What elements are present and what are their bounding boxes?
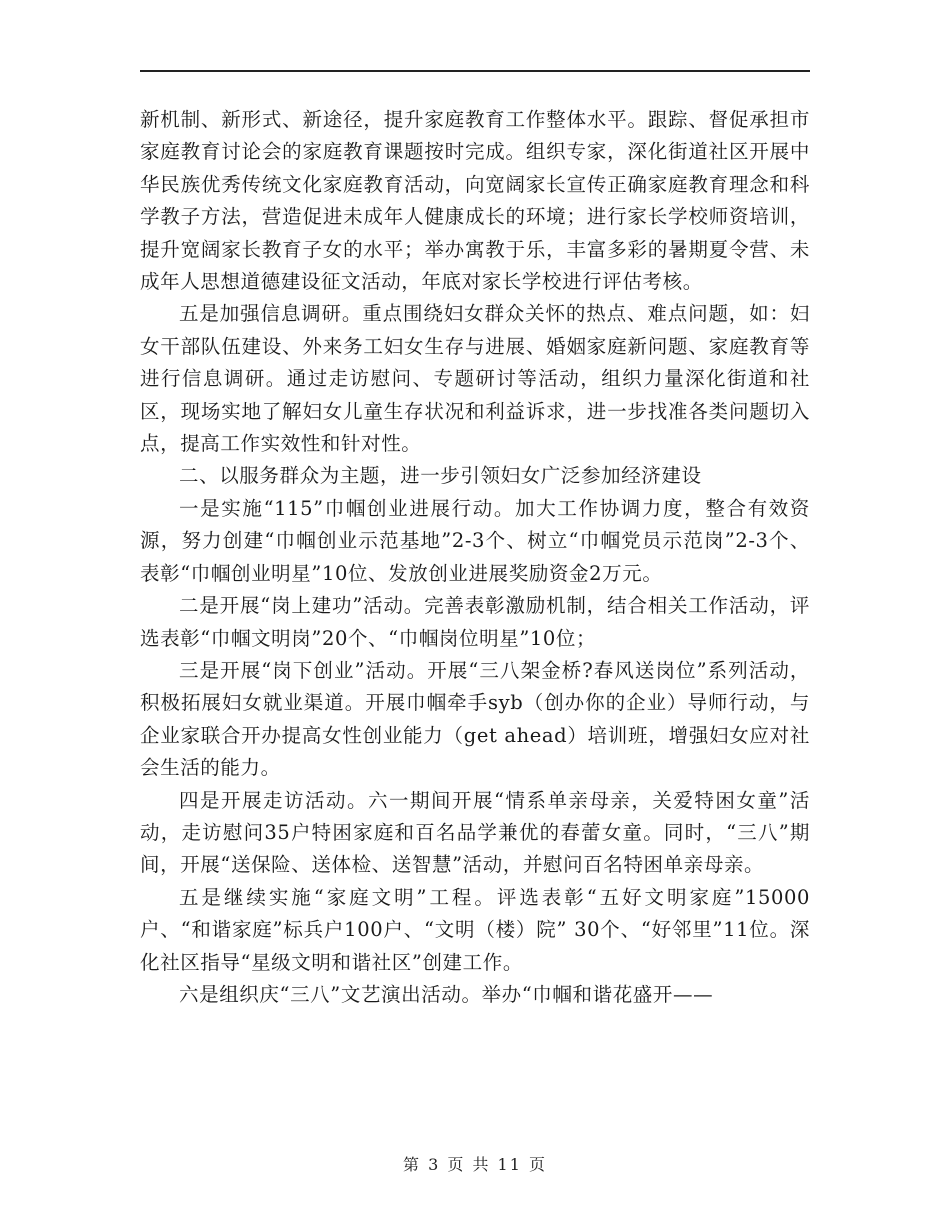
paragraph-6: 三是开展“岗下创业”活动。开展“三八架金桥?春风送岗位”系列活动，积极拓展妇女就业渠道。开展巾帼牵手syb（创办你的企业）导师行动，与企业家联合开办提高女性创业能力（get ahead）培训班，增强妇女应对社会生活的能力。 xyxy=(140,658,811,780)
paragraph-1: 新机制、新形式、新途径，提升家庭教育工作整体水平。跟踪、督促承担市家庭教育讨论会的家庭教育课题按时完成。组织专家，深化街道社区开展中华民族优秀传统文化家庭教育活动，向宽阔家长宣传正确家庭教育理念和科学教子方法，营造促进未成年人健康成长的环境；进行家长学校师资培训，提升宽阔家长教育子女的水平；举办寓教于乐，丰富多彩的暑期夏令营、未成年人思想道德建设征文活动，年底对家长学校进行评估考核。 xyxy=(140,108,810,294)
paragraph-9: 六是组织庆“三八”文艺演出活动。举办“巾帼和谐花盛开—— xyxy=(179,982,714,1006)
paragraph-2: 五是加强信息调研。重点围绕妇女群众关怀的热点、难点问题，如：妇女干部队伍建设、外来务工妇女生存与进展、婚姻家庭新问题、家庭教育等进行信息调研。通过走访慰问、专题研讨等活动，组织力量深化街道和社区，现场实地了解妇女儿童生存状况和利益诉求，进一步找准各类问题切入点，提高工作实效性和针对性。 xyxy=(140,302,810,456)
paragraph-7: 四是开展走访活动。六一期间开展“情系单亲母亲，关爱特困女童”活动，走访慰问35户特困家庭和百名品学兼优的春蕾女童。同时，“三八”期间，开展“送保险、送体检、送智慧”活动，并慰问百名特困单亲母亲。 xyxy=(140,788,810,877)
paragraph-5: 二是开展“岗上建功”活动。完善表彰激励机制，结合相关工作活动，评选表彰“巾帼文明岗”20个、“巾帼岗位明星”10位； xyxy=(140,594,810,650)
document-body xyxy=(140,104,810,1011)
page-number-footer: 第 3 页 共 11 页 xyxy=(403,1155,547,1174)
paragraph-8: 五是继续实施“家庭文明”工程。评选表彰“五好文明家庭”15000户、“和谐家庭”标兵户100户、“文明（楼）院” 30个、“好邻里”11位。深化社区指导“星级文明和谐社区”创建工作。 xyxy=(140,885,810,974)
paragraph-4: 一是实施“115”巾帼创业进展行动。加大工作协调力度，整合有效资源，努力创建“巾帼创业示范基地”2-3个、树立“巾帼党员示范岗”2-3个、表彰“巾帼创业明星”10位、发放创业进展奖励资金2万元。 xyxy=(140,496,810,585)
section-heading: 二、以服务群众为主题，进一步引领妇女广泛参加经济建设 xyxy=(179,464,702,488)
header-rule xyxy=(140,70,810,72)
